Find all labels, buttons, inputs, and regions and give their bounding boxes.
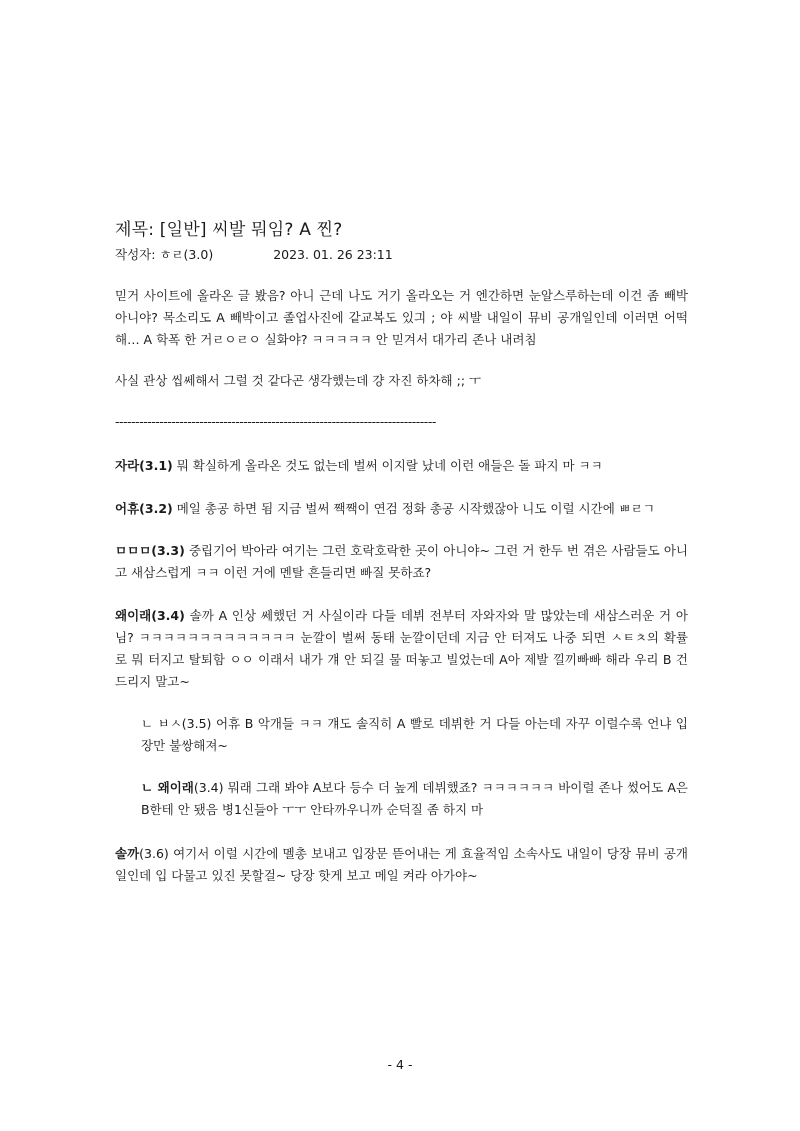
comment-score: (3.1) bbox=[139, 458, 173, 473]
comment bbox=[115, 605, 688, 693]
comment-author: 어휴 bbox=[115, 501, 140, 516]
comment-text: 뭐 확실하게 올라온 것도 없는데 벌써 이지랄 났네 이런 애들은 돌 파지 마 ㅋㅋ bbox=[172, 458, 603, 473]
comment-score: (3.3) bbox=[151, 543, 185, 558]
comment-text: 중립기어 박아라 여기는 그런 호락호락한 곳이 아니야~ 그런 거 한두 번 겪은 사람들도 아니고 새삼스럽게 ㅋㅋ 이런 거에 멘탈 흔들리면 빠질 못하죠? bbox=[115, 543, 688, 580]
comment-author: ㄴ ㅂㅅ bbox=[141, 716, 182, 731]
post-meta bbox=[115, 245, 393, 263]
page-number: - 4 - bbox=[387, 1057, 413, 1072]
comment-text: 여기서 이럴 시간에 멜총 보내고 입장문 뜯어내는 게 효율적임 소속사도 내일이 당장 뮤비 공개일인데 입 다물고 있진 못할걸~ 당장 핫게 보고 메일 켜라 아가야~ bbox=[115, 846, 688, 883]
comment-text: 메일 총공 하면 됨 지금 벌써 짹짹이 연검 정화 총공 시작했잖아 니도 이럴 시간에 ㅃㄹㄱ bbox=[172, 501, 655, 516]
comment-text: 솔까 A 인상 쎄했던 거 사실이라 다들 데뷔 전부터 자와자와 말 많았는데 새삼스러운 거 아님? ㅋㅋㅋㅋㅋㅋㅋㅋㅋㅋㅋㅋㅋ 눈깔이 벌써 동태 눈깔이던데 지금 안 터져도 나중 되면 ㅅㅌㅊ의 확률로 뭐 터지고 탈퇴함 ㅇㅇ 이래서 내가 걔 안 되길 물 떠놓고 빌었는데 A아 제발 낄끼빠빠 해라 우리 B 건드리지 말고~ bbox=[115, 608, 688, 689]
comment-score: (3.4) bbox=[193, 780, 224, 795]
comment-author: 솔까 bbox=[115, 846, 140, 861]
comment bbox=[115, 843, 688, 887]
comment-score: (3.2) bbox=[139, 501, 173, 516]
post-date: 2023. 01. 26 23:11 bbox=[273, 247, 393, 262]
comment bbox=[115, 498, 688, 520]
separator-line: -------------------------------------------------------------------------------- bbox=[115, 414, 436, 429]
post-title: 제목: [일반] 씨발 뭐임? A 찐? bbox=[115, 220, 343, 240]
comment-score: (3.4) bbox=[151, 608, 185, 623]
comment bbox=[115, 455, 688, 477]
comment-author: ㄴ 왜이래 bbox=[141, 780, 194, 795]
comment-score: (3.5) bbox=[181, 716, 212, 731]
comment-reply bbox=[141, 777, 688, 821]
comment bbox=[115, 540, 688, 584]
post-body-paragraph-2: 사실 관상 씹쎄해서 그럴 것 같다곤 생각했는데 걍 자진 하차해 ;; ㅜ bbox=[115, 373, 482, 388]
comment-reply bbox=[141, 713, 688, 757]
post-author: 작성자: ㅎㄹ(3.0) bbox=[115, 247, 214, 262]
post-body-paragraph-1: 믿거 사이트에 올라온 글 봤음? 아니 근데 나도 거기 올라오는 거 엔간하면 눈알스루하는데 이건 좀 빼박 아니야? 목소리도 A 빼박이고 졸업사진에 같교복도 있긔 ; 야 씨발 내일이 뮤비 공개일인데 이러면 어떡해… A 학폭 한 거ㄹㅇㄹㅇ 실화야? ㅋㅋㅋㅋㅋ 안 믿겨서 대가리 존나 내려침 bbox=[115, 288, 688, 347]
comment-text: 뭐래 그래 봐야 A보다 등수 더 높게 데뷔했죠? ㅋㅋㅋㅋㅋㅋ 바이럴 존나 썼어도 A은 B한테 안 됐음 병1신들아 ㅜㅜ 안타까우니까 순덕질 좀 하지 마 bbox=[141, 780, 689, 817]
comment-author: 왜이래 bbox=[115, 608, 152, 623]
comment-text: 어휴 B 악개들 ㅋㅋ 걔도 솔직히 A 빨로 데뷔한 거 다들 아는데 자꾸 이럴수록 언냐 입장만 불쌍해져~ bbox=[141, 716, 688, 753]
comment-score: (3.6) bbox=[139, 846, 169, 861]
comment-author: ㅁㅁㅁ bbox=[115, 543, 152, 558]
comment-author: 자라 bbox=[115, 458, 140, 473]
